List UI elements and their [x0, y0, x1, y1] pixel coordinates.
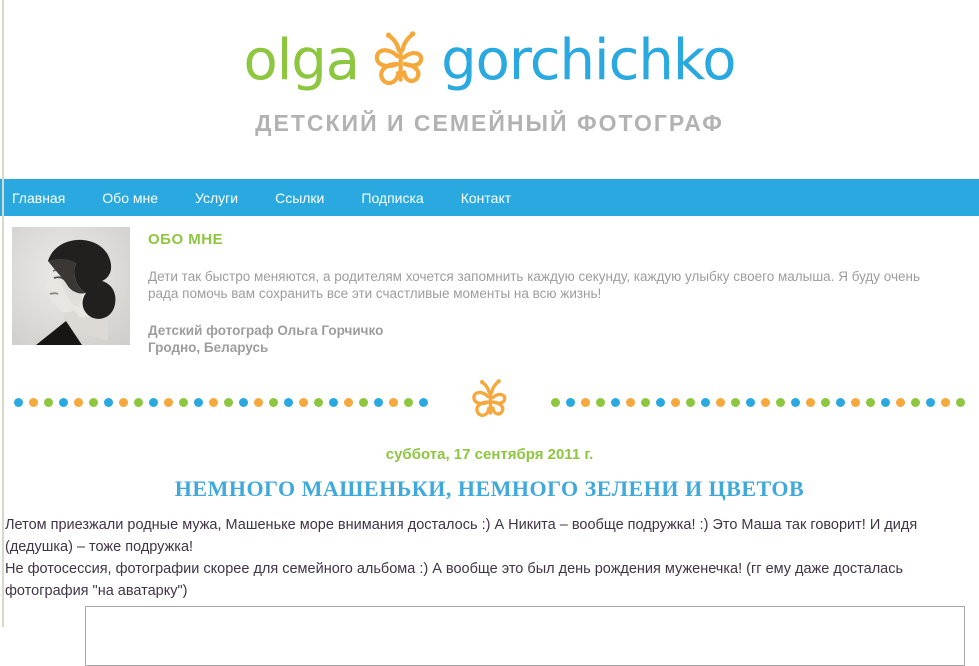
divider-dot [44, 398, 53, 407]
divider-dot [224, 398, 233, 407]
divider-dot [164, 398, 173, 407]
divider-dot [209, 398, 218, 407]
nav-item-services[interactable]: Услуги [195, 189, 239, 206]
divider-dots-left [14, 398, 428, 407]
divider-dot [179, 398, 188, 407]
divider-dot [329, 398, 338, 407]
divider-dot [746, 398, 755, 407]
butterfly-icon [369, 28, 431, 94]
divider-dot [626, 398, 635, 407]
divider-dot [134, 398, 143, 407]
divider-dot [119, 398, 128, 407]
post-photo-frame[interactable] [85, 606, 965, 666]
divider-dot [911, 398, 920, 407]
divider-dot [701, 398, 710, 407]
divider-dot [239, 398, 248, 407]
divider-dot [269, 398, 278, 407]
divider-dot [566, 398, 575, 407]
nav-item-links[interactable]: Ссылки [275, 189, 325, 206]
divider-dot [344, 398, 353, 407]
divider-dot [941, 398, 950, 407]
divider-dot [806, 398, 815, 407]
divider-dot [551, 398, 560, 407]
post-body [0, 514, 979, 602]
divider-dot [641, 398, 650, 407]
divider-dot [776, 398, 785, 407]
divider-dot [761, 398, 770, 407]
post-paragraph: Не фотосессия, фотографии скорее для семейного альбома :) А вообще это был день рождения муженечка! (гг ему даже досталась фотография "на аватарку") [5, 561, 904, 599]
divider-dot [194, 398, 203, 407]
divider-dot [374, 398, 383, 407]
divider-dot [581, 398, 590, 407]
divider-dot [14, 398, 23, 407]
about-description: Дети так быстро меняются, а родителям хочется запомнить каждую секунду, каждую улыбку своего малыша. Я буду очень рада помочь вам сохранить все эти счастливые моменты на всю жизнь! [148, 269, 921, 301]
divider-dot [74, 398, 83, 407]
divider-dot [671, 398, 680, 407]
page-left-border [2, 0, 4, 627]
divider-dot [881, 398, 890, 407]
blog-post [0, 446, 979, 666]
post-title[interactable]: НЕМНОГО МАШЕНЬКИ, НЕМНОГО ЗЕЛЕНИ И ЦВЕТОВ [174, 476, 805, 501]
nav-item-about[interactable]: Обо мне [102, 189, 159, 206]
divider-dot [851, 398, 860, 407]
logo-text-olga: olga [243, 28, 360, 93]
divider-dot [821, 398, 830, 407]
divider-dot [254, 398, 263, 407]
divider-dot [611, 398, 620, 407]
site-tagline: ДЕТСКИЙ И СЕМЕЙНЫЙ ФОТОГРАФ [255, 110, 724, 136]
divider-dot [104, 398, 113, 407]
about-text-block [148, 227, 967, 356]
divider-dot [956, 398, 965, 407]
nav-item-home[interactable]: Главная [12, 189, 66, 206]
profile-photo [12, 227, 130, 345]
main-nav [0, 179, 979, 216]
dots-divider [0, 378, 979, 426]
nav-item-contact[interactable]: Контакт [460, 189, 512, 206]
about-section [0, 227, 979, 356]
site-logo[interactable] [0, 28, 979, 94]
divider-dot [89, 398, 98, 407]
nav-item-subscribe[interactable]: Подписка [361, 189, 424, 206]
about-title: ОБО МНЕ [148, 231, 224, 248]
divider-dot [656, 398, 665, 407]
divider-dot [686, 398, 695, 407]
divider-dot [149, 398, 158, 407]
divider-dot [896, 398, 905, 407]
divider-dot [791, 398, 800, 407]
divider-dot [299, 398, 308, 407]
post-date: суббота, 17 сентября 2011 г. [385, 446, 594, 463]
divider-dot [404, 398, 413, 407]
logo-text-gorchichko: gorchichko [441, 28, 736, 93]
divider-dot [596, 398, 605, 407]
divider-dot [866, 398, 875, 407]
divider-dot [29, 398, 38, 407]
post-paragraph: Летом приезжали родные мужа, Машеньке море внимания досталось :) А Никита – вообще подружка! :) Это Маша так говорит! И дидя (дедушка) – тоже подружка! [5, 517, 918, 555]
divider-dot [284, 398, 293, 407]
divider-dot [731, 398, 740, 407]
divider-dot [716, 398, 725, 407]
divider-dot [389, 398, 398, 407]
divider-dot [926, 398, 935, 407]
butterfly-divider-icon [429, 379, 551, 425]
site-header [0, 0, 979, 137]
divider-dot [419, 398, 428, 407]
photographer-name: Детский фотограф Ольга Горчичко [148, 323, 384, 338]
divider-dot [359, 398, 368, 407]
divider-dot [836, 398, 845, 407]
divider-dot [59, 398, 68, 407]
photographer-location: Гродно, Беларусь [148, 340, 269, 355]
divider-dot [314, 398, 323, 407]
divider-dots-right [551, 398, 965, 407]
